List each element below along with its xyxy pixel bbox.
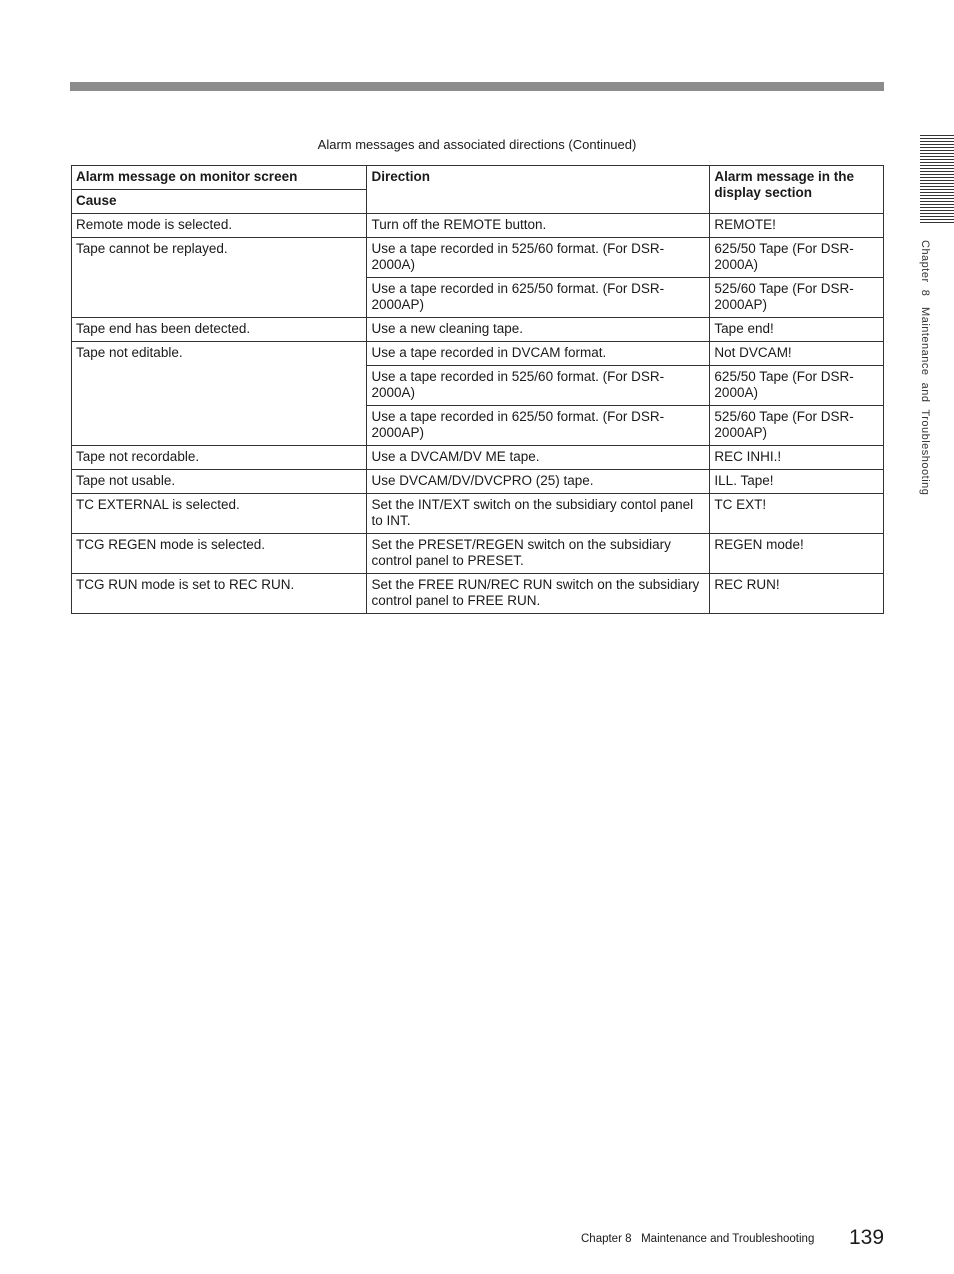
table-body <box>72 214 884 614</box>
tab-line <box>920 171 954 172</box>
display-message-cell: Not DVCAM! <box>710 342 884 366</box>
tab-line <box>920 150 954 151</box>
direction-cell: Set the INT/EXT switch on the subsidiary contol panel to INT. <box>367 494 710 534</box>
display-message-cell: REMOTE! <box>710 214 884 238</box>
chapter-side-label: Chapter 8 Maintenance and Troubleshooting <box>919 240 931 496</box>
table-row <box>72 534 884 574</box>
tab-line <box>920 207 954 208</box>
display-message-cell: Tape end! <box>710 318 884 342</box>
display-message-cell: ILL. Tape! <box>710 470 884 494</box>
direction-cell: Use a tape recorded in 625/50 format. (For DSR-2000AP) <box>367 278 710 318</box>
tab-line <box>920 147 954 148</box>
tab-line <box>920 162 954 163</box>
table-row <box>72 470 884 494</box>
page-number: 139 <box>849 1226 885 1249</box>
table-row <box>72 494 884 534</box>
tab-line <box>920 183 954 184</box>
table-row <box>72 574 884 614</box>
display-message-cell: REC RUN! <box>710 574 884 614</box>
tab-line <box>920 186 954 187</box>
direction-cell: Use DVCAM/DV/DVCPRO (25) tape. <box>367 470 710 494</box>
tab-line <box>920 222 954 223</box>
cause-cell: Tape not usable. <box>72 470 367 494</box>
direction-cell: Use a tape recorded in 625/50 format. (For DSR-2000AP) <box>367 406 710 446</box>
tab-line <box>920 219 954 220</box>
direction-cell: Use a tape recorded in DVCAM format. <box>367 342 710 366</box>
direction-cell: Set the PRESET/REGEN switch on the subsidiary control panel to PRESET. <box>367 534 710 574</box>
header-direction: Direction <box>367 166 710 214</box>
cause-cell: Tape cannot be replayed. <box>72 238 367 318</box>
tab-line <box>920 168 954 169</box>
tab-line <box>920 201 954 202</box>
tab-line <box>920 195 954 196</box>
direction-cell: Turn off the REMOTE button. <box>367 214 710 238</box>
tab-line <box>920 174 954 175</box>
direction-cell: Set the FREE RUN/REC RUN switch on the subsidiary control panel to FREE RUN. <box>367 574 710 614</box>
table-row <box>72 318 884 342</box>
alarm-table <box>71 165 884 614</box>
cause-cell: Tape end has been detected. <box>72 318 367 342</box>
tab-line <box>920 138 954 139</box>
header-display: Alarm message in the display section <box>710 166 884 214</box>
display-message-cell: 625/50 Tape (For DSR-2000A) <box>710 238 884 278</box>
display-message-cell: REGEN mode! <box>710 534 884 574</box>
tab-line <box>920 210 954 211</box>
tab-line <box>920 177 954 178</box>
display-message-cell: TC EXT! <box>710 494 884 534</box>
display-message-cell: 525/60 Tape (For DSR-2000AP) <box>710 278 884 318</box>
tab-line <box>920 144 954 145</box>
tab-line <box>920 180 954 181</box>
tab-line <box>920 156 954 157</box>
display-message-cell: 525/60 Tape (For DSR-2000AP) <box>710 406 884 446</box>
direction-cell: Use a DVCAM/DV ME tape. <box>367 446 710 470</box>
table-caption: Alarm messages and associated directions (Continued) <box>317 137 637 152</box>
tab-line <box>920 153 954 154</box>
chapter-tab-marks <box>920 135 954 225</box>
footer-chapter-title: Chapter 8 Maintenance and Troubleshooting <box>581 1233 815 1245</box>
header-alarm-message: Alarm message on monitor screen <box>72 166 367 190</box>
direction-cell: Use a tape recorded in 525/60 format. (For DSR-2000A) <box>367 366 710 406</box>
cause-cell: TCG RUN mode is set to REC RUN. <box>72 574 367 614</box>
cause-cell: TCG REGEN mode is selected. <box>72 534 367 574</box>
tab-line <box>920 216 954 217</box>
table-row <box>72 342 884 366</box>
table-row <box>72 238 884 278</box>
header-rule <box>70 82 884 91</box>
tab-line <box>920 141 954 142</box>
cause-cell: Tape not editable. <box>72 342 367 446</box>
cause-cell: Remote mode is selected. <box>72 214 367 238</box>
tab-line <box>920 165 954 166</box>
tab-line <box>920 189 954 190</box>
display-message-cell: 625/50 Tape (For DSR-2000A) <box>710 366 884 406</box>
table-row <box>72 446 884 470</box>
tab-line <box>920 192 954 193</box>
tab-line <box>920 159 954 160</box>
tab-line <box>920 135 954 136</box>
direction-cell: Use a tape recorded in 525/60 format. (For DSR-2000A) <box>367 238 710 278</box>
tab-line <box>920 198 954 199</box>
cause-cell: Tape not recordable. <box>72 446 367 470</box>
tab-line <box>920 204 954 205</box>
direction-cell: Use a new cleaning tape. <box>367 318 710 342</box>
table-row <box>72 214 884 238</box>
display-message-cell: REC INHI.! <box>710 446 884 470</box>
cause-cell: TC EXTERNAL is selected. <box>72 494 367 534</box>
tab-line <box>920 213 954 214</box>
header-cause: Cause <box>72 190 367 214</box>
